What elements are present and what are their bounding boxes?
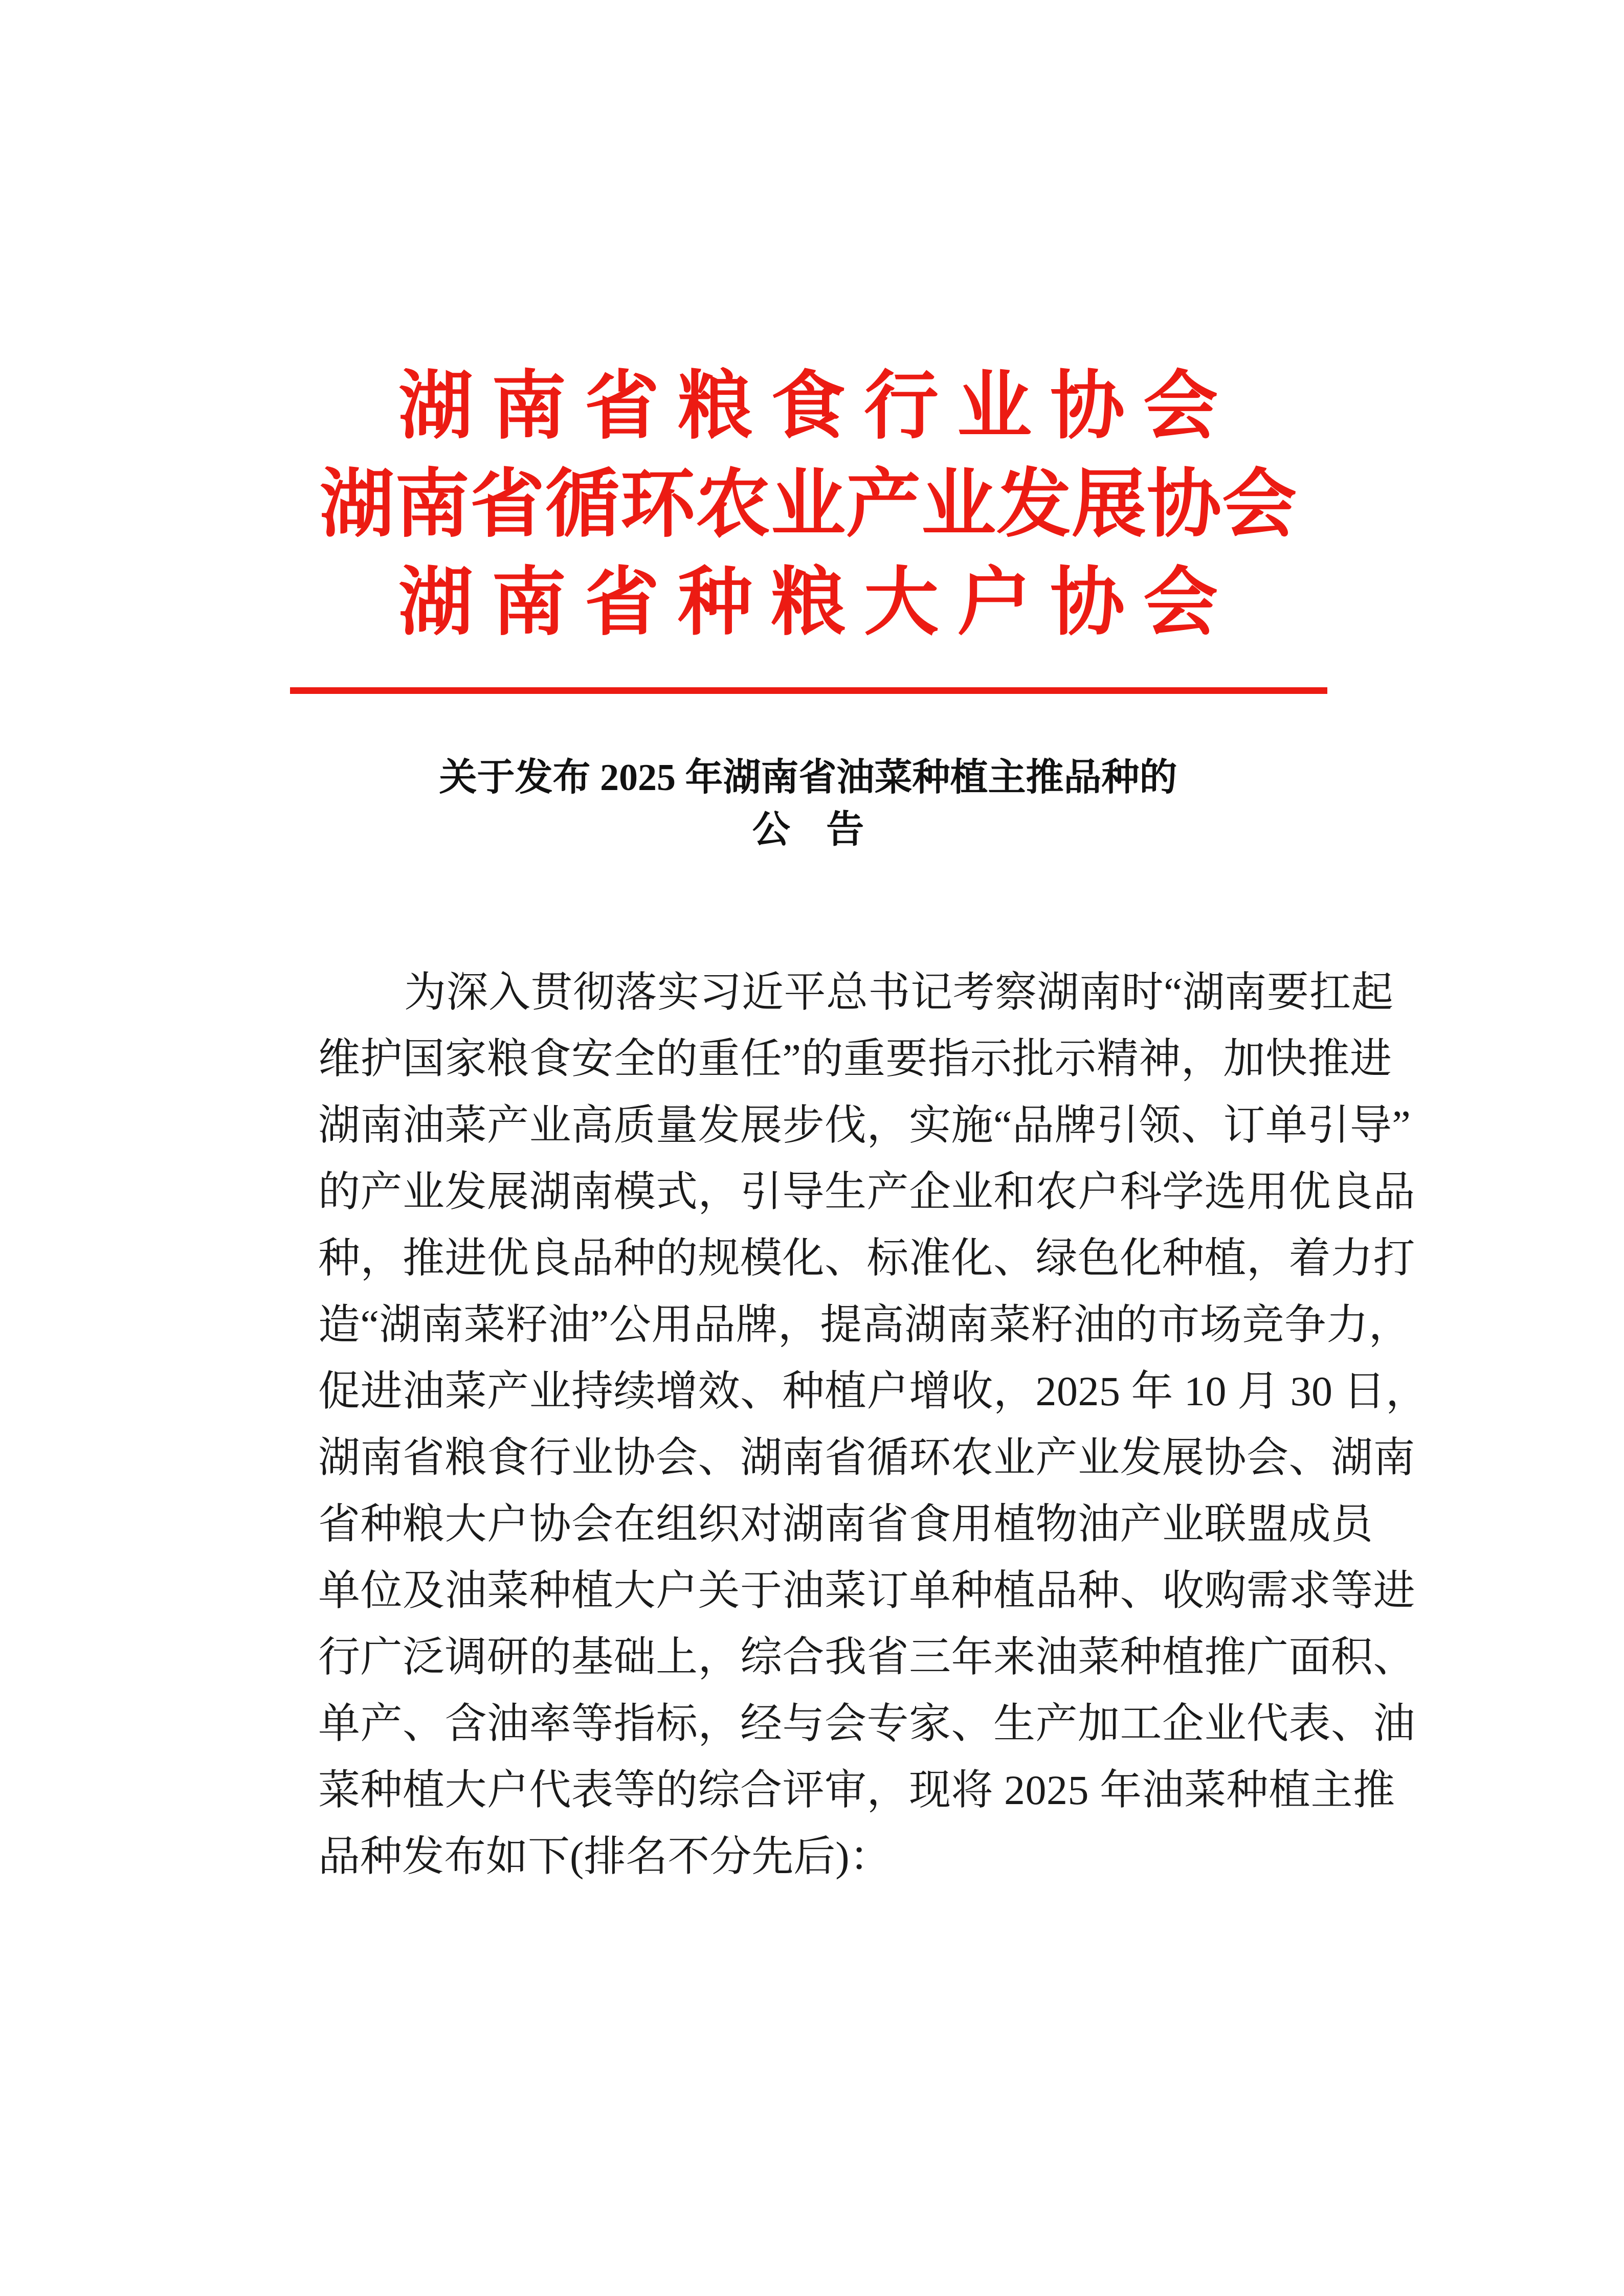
- body-line: 品种发布如下(排名不分先后)：: [318, 1833, 892, 1880]
- page-title-line-2: 公 告: [752, 809, 878, 851]
- body-line: 湖南省粮食行业协会、湖南省循环农业产业发展协会、湖南: [318, 1434, 1416, 1481]
- masthead: [289, 365, 1327, 644]
- body-line: 维护国家粮食安全的重任”的重要指示批示精神，加快推进: [318, 1036, 1392, 1082]
- body-line: 种，推进优良品种的规模化、标准化、绿色化种植，着力打: [318, 1235, 1416, 1281]
- page-title: [289, 752, 1327, 856]
- body-line: 的产业发展湖南模式，引导生产企业和农户科学选用优良品: [318, 1168, 1416, 1215]
- body-line: 为深入贯彻落实习近平总书记考察湖南时“湖南要扛起: [404, 969, 1394, 1016]
- body-line: 单位及油菜种植大户关于油菜订单种植品种、收购需求等进: [318, 1567, 1416, 1614]
- body-line: 单产、含油率等指标，经与会专家、生产加工企业代表、油: [318, 1700, 1416, 1747]
- masthead-org-line-1: 湖南省粮食行业协会: [398, 365, 1236, 448]
- body-line: 促进油菜产业持续增效、种植户增收，2025 年 10 月 30 日，: [318, 1368, 1428, 1414]
- body-line: 省种粮大户协会在组织对湖南省食用植物油产业联盟成员: [318, 1501, 1373, 1547]
- body-line: 造“湖南菜籽油”公用品牌，提高湖南菜籽油的市场竞争力，: [318, 1301, 1411, 1348]
- masthead-org-line-2: 湖南省循环农业产业发展协会: [320, 463, 1297, 546]
- body-line: 行广泛调研的基础上，综合我省三年来油菜种植推广面积、: [318, 1634, 1416, 1680]
- body-line: 菜种植大户代表等的综合评审，现将 2025 年油菜种植主推: [318, 1767, 1395, 1813]
- body-line: 湖南油菜产业高质量发展步伐，实施“品牌引领、订单引导”: [318, 1102, 1411, 1149]
- masthead-divider-rule: [290, 687, 1327, 694]
- page-title-line-1: 关于发布 2025 年湖南省油菜种植主推品种的: [439, 757, 1177, 799]
- document-body: [318, 959, 1428, 1890]
- masthead-org-line-3: 湖南省种粮大户协会: [398, 561, 1236, 644]
